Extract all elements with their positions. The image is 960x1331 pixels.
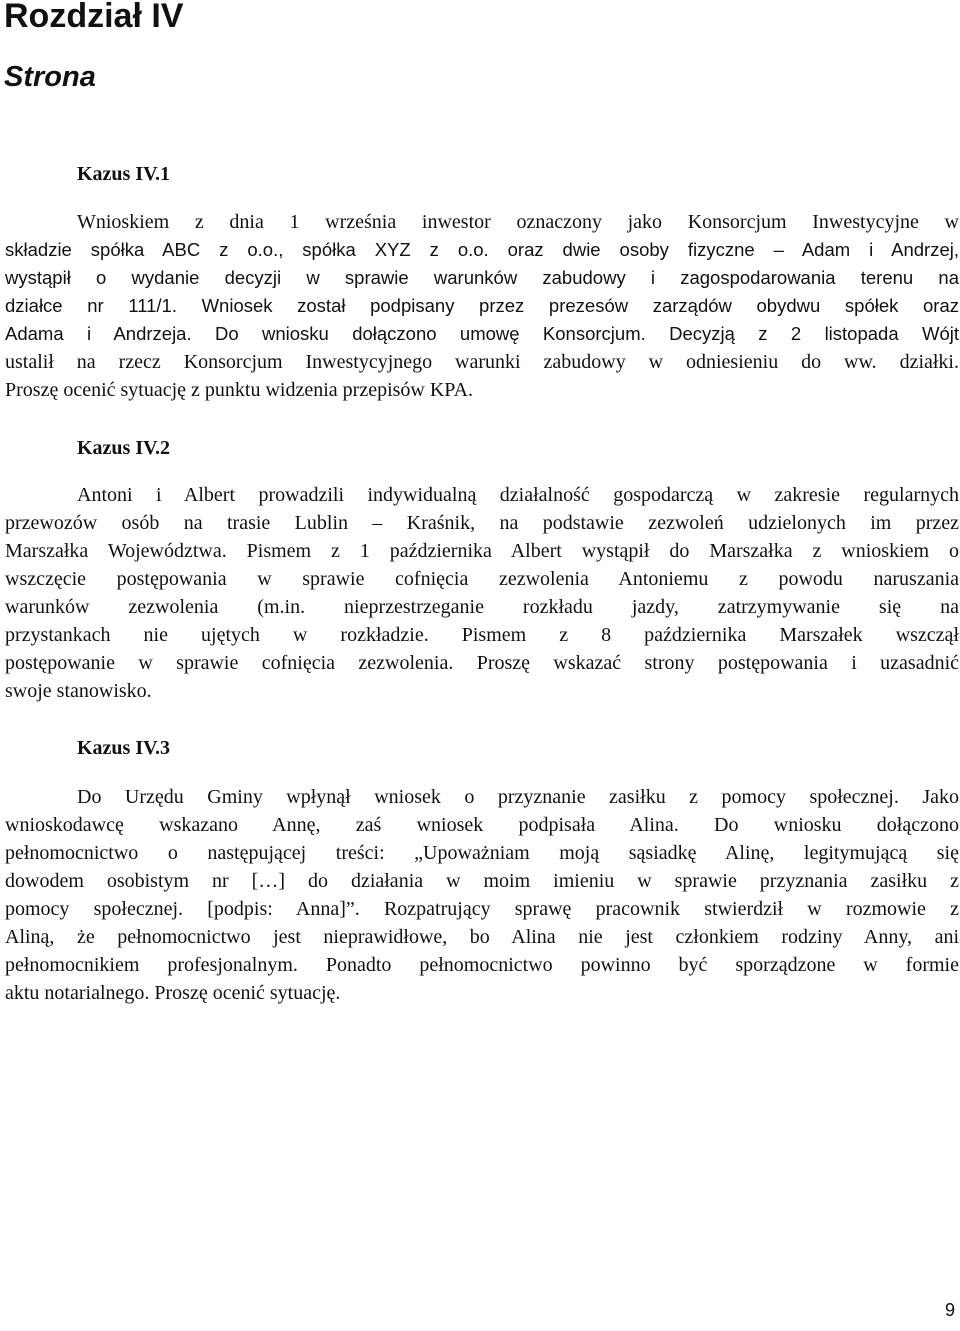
case-1-line: Adama i Andrzeja. Do wniosku dołączono umowę Konsorcjum. Decyzją z 2 listopada Wójt	[5, 323, 959, 344]
case-1-line: ustalił na rzecz Konsorcjum Inwestycyjnego warunki zabudowy w odniesieniu do ww. działki.	[5, 351, 959, 373]
case-2-line: Antoni i Albert prowadzili indywidualną działalność gospodarczą w zakresie regularnych	[77, 484, 959, 506]
case-1-line: Wnioskiem z dnia 1 września inwestor oznaczony jako Konsorcjum Inwestycyjne w	[77, 211, 959, 233]
case-2-line: przewozów osób na trasie Lublin – Kraśnik, na podstawie zezwoleń udzielonych im przez	[5, 512, 959, 534]
page-number: 9	[944, 1300, 955, 1320]
case-1-line: wystąpił o wydanie decyzji w sprawie warunków zabudowy i zagospodarowania terenu na	[5, 267, 959, 288]
case-3-line: Aliną, że pełnomocnictwo jest nieprawidłowe, bo Alina nie jest członkiem rodziny Anny, ani	[5, 926, 959, 948]
case-heading-3: Kazus IV.3	[77, 737, 170, 759]
case-2-line: postępowanie w sprawie cofnięcia zezwolenia. Proszę wskazać strony postępowania i uzasadnić	[5, 652, 959, 674]
case-3-line: aktu notarialnego. Proszę ocenić sytuację.	[5, 982, 341, 1004]
case-3-line: wnioskodawcę wskazano Annę, zaś wniosek podpisała Alina. Do wniosku dołączono	[5, 814, 959, 836]
case-heading-1: Kazus IV.1	[77, 163, 170, 185]
case-3-line: Do Urzędu Gminy wpłynął wniosek o przyznanie zasiłku z pomocy społecznej. Jako	[77, 786, 959, 808]
case-3-line: pełnomocnictwo o następującej treści: „Upoważniam moją sąsiadkę Alinę, legitymującą się	[5, 842, 959, 864]
section-subtitle: Strona	[4, 61, 96, 93]
case-2-line: wszczęcie postępowania w sprawie cofnięcia zezwolenia Antoniemu z powodu naruszania	[5, 568, 959, 590]
case-text-1	[5, 208, 959, 404]
case-3-line: pomocy społecznej. [podpis: Anna]”. Rozpatrujący sprawę pracownik stwierdził w rozmowie z	[5, 898, 959, 920]
case-2-line: przystankach nie ujętych w rozkładzie. Pismem z 8 października Marszałek wszczął	[5, 624, 959, 646]
case-heading-2: Kazus IV.2	[77, 437, 170, 459]
case-3-line: dowodem osobistym nr […] do działania w moim imieniu w sprawie przyznania zasiłku z	[5, 870, 959, 892]
case-1-line: Proszę ocenić sytuację z punktu widzenia przepisów KPA.	[5, 379, 474, 401]
chapter-title: Rozdział IV	[4, 0, 184, 35]
case-1-line: składzie spółka ABC z o.o., spółka XYZ z o.o. oraz dwie osoby fizyczne – Adam i Andrzej,	[5, 239, 959, 260]
case-text-2	[5, 481, 959, 705]
case-2-line: warunków zezwolenia (m.in. nieprzestrzeganie rozkładu jazdy, zatrzymywanie się na	[5, 596, 959, 618]
case-3-line: pełnomocnikiem profesjonalnym. Ponadto pełnomocnictwo powinno być sporządzone w formie	[5, 954, 959, 976]
case-1-line: działce nr 111/1. Wniosek został podpisany przez prezesów zarządów obydwu spółek oraz	[5, 295, 959, 316]
case-2-line: swoje stanowisko.	[5, 680, 152, 702]
case-text-3	[5, 783, 959, 1007]
case-2-line: Marszałka Województwa. Pismem z 1 października Albert wystąpił do Marszałka z wnioskiem o	[5, 540, 959, 562]
